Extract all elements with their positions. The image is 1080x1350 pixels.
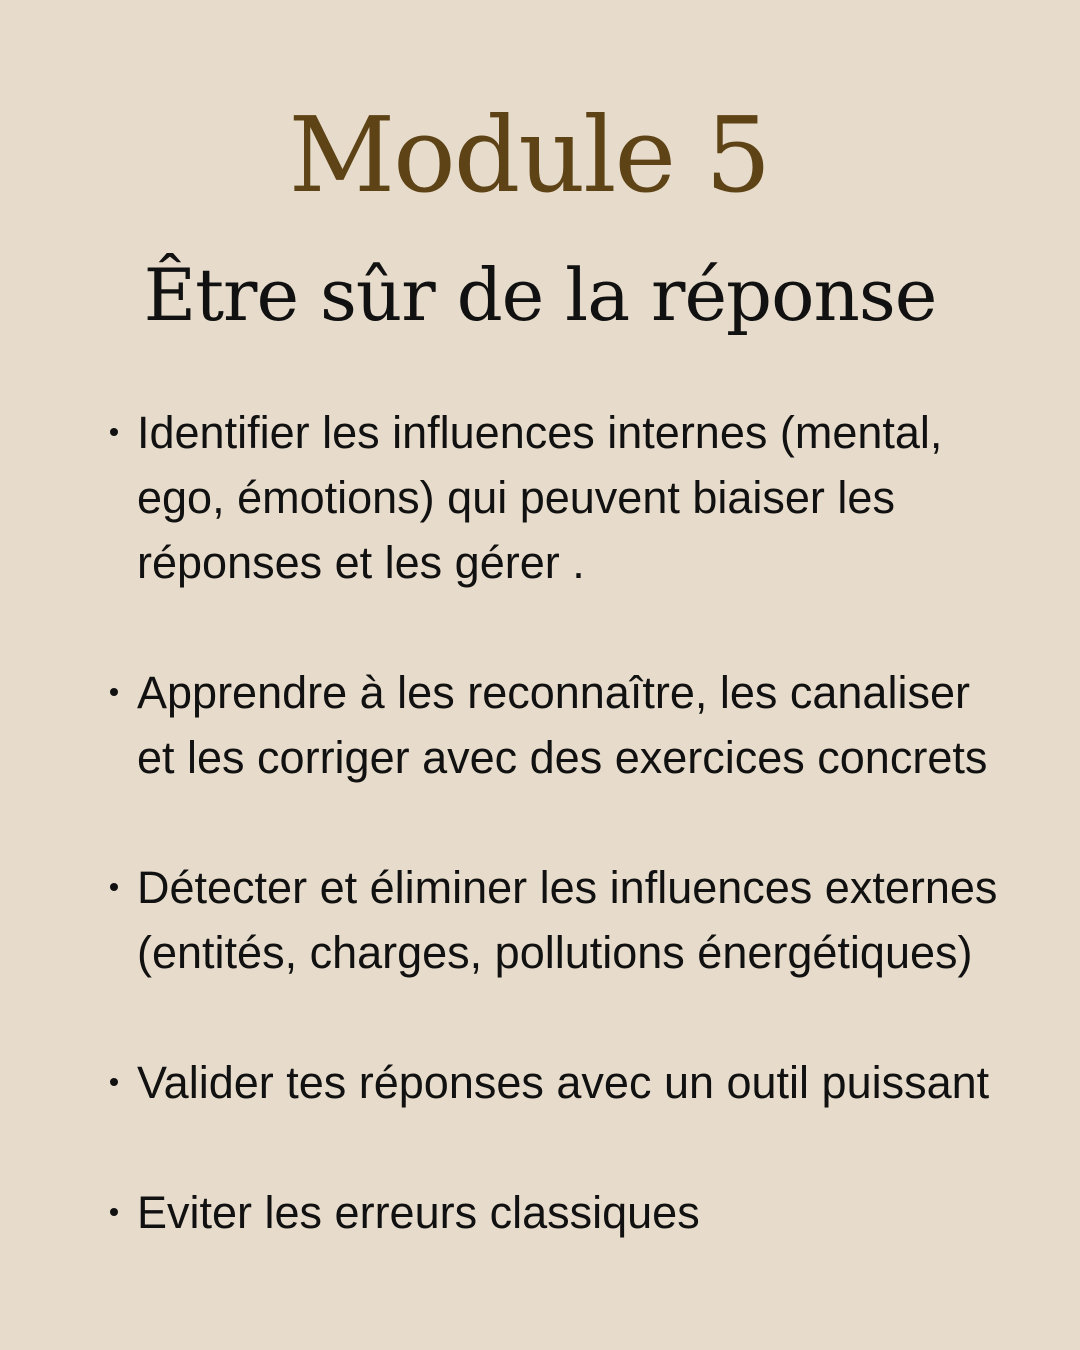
objective-text-line: Valider tes réponses avec un outil puissant [137,1057,990,1108]
objective-item [108,400,1038,595]
module-subtitle: Être sûr de la réponse [143,253,937,337]
objective-text-line: Identifier les influences internes (mental, [137,407,943,458]
objective-text-line: Détecter et éliminer les influences externes [137,862,998,913]
objective-text-line: Eviter les erreurs classiques [137,1187,700,1238]
bullet-dot-icon [110,1078,118,1086]
objective-item [108,660,1038,790]
bullet-dot-icon [110,1208,118,1216]
objective-text-line: ego, émotions) qui peuvent biaiser les [137,472,895,523]
bullet-dot-icon [110,428,118,436]
module-title: Module 5 [288,94,770,216]
objective-text-line: Apprendre à les reconnaître, les canaliser [137,667,970,718]
objective-text-line: (entités, charges, pollutions énergétiques) [137,927,973,978]
bullet-dot-icon [110,883,118,891]
bullet-dot-icon [110,688,118,696]
objectives-list [108,400,1038,1245]
objective-text-line: réponses et les gérer . [137,537,585,588]
objective-item [108,1050,1038,1115]
objective-text-line: et les corriger avec des exercices concrets [137,732,988,783]
objective-item [108,855,1038,985]
objective-item [108,1180,1038,1245]
